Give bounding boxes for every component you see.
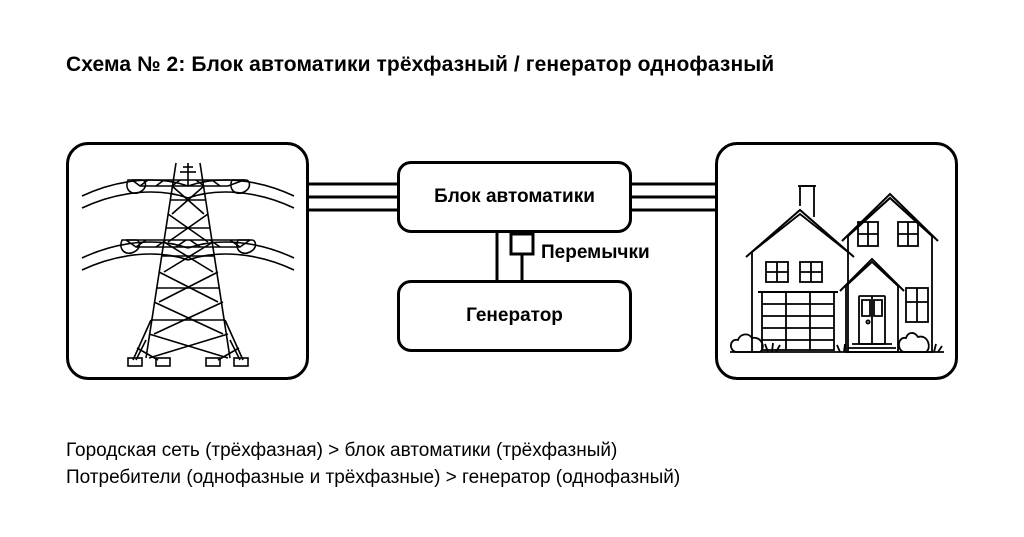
generator-label: Генератор	[466, 305, 563, 326]
house-panel	[715, 142, 958, 380]
caption-block	[66, 437, 680, 491]
page-title: Схема № 2: Блок автоматики трёхфазный / генератор однофазный	[66, 53, 775, 76]
jumpers-label: Перемычки	[541, 242, 650, 263]
wire-generator-to-automation	[497, 233, 533, 280]
wire-automation-to-house	[632, 184, 715, 210]
wire-grid-to-automation	[309, 184, 397, 210]
grid-panel	[66, 142, 309, 380]
automation-block-box	[397, 161, 632, 233]
automation-block-label: Блок автоматики	[434, 186, 595, 207]
generator-box	[397, 280, 632, 352]
caption-line-1: Городская сеть (трёхфазная) > блок автоматики (трёхфазный)	[66, 440, 618, 461]
caption-line-2: Потребители (однофазные и трёхфазные) > генератор (однофазный)	[66, 467, 681, 488]
